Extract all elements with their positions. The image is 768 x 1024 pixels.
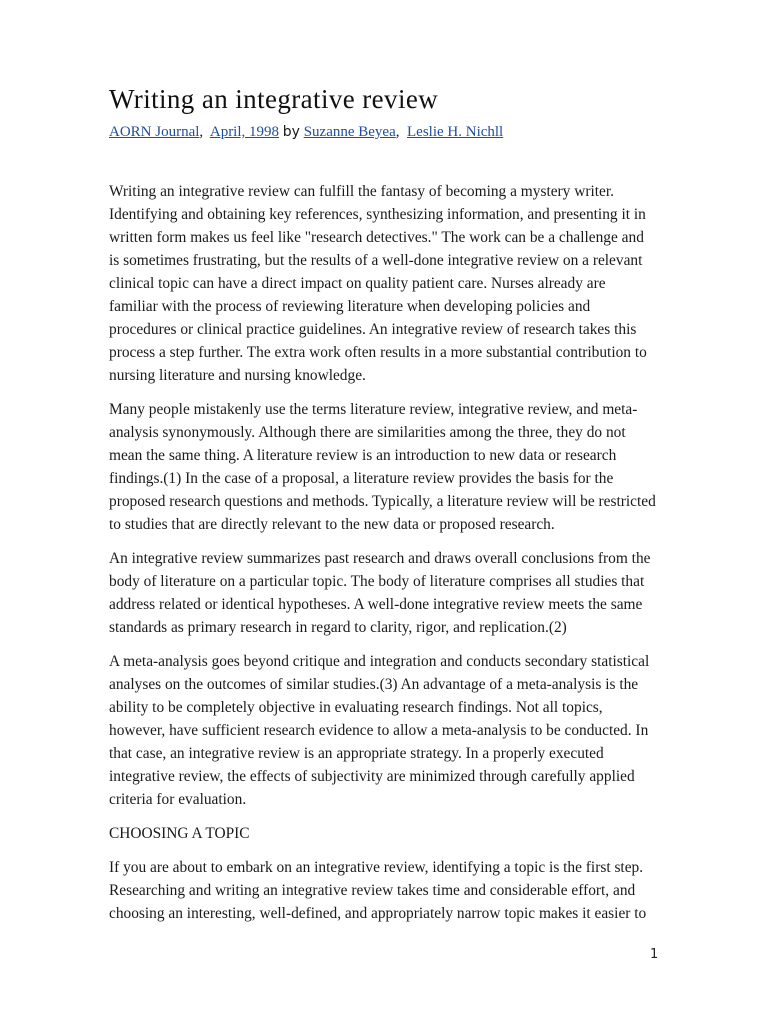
article-body bbox=[109, 180, 657, 936]
journal-link[interactable]: AORN Journal bbox=[109, 124, 200, 140]
page-number: 1 bbox=[650, 947, 659, 962]
author-link-1[interactable]: Suzanne Beyea bbox=[303, 124, 396, 140]
article-title: Writing an integrative review bbox=[109, 84, 439, 114]
byline-separator: , bbox=[199, 124, 207, 140]
byline-separator: , bbox=[395, 124, 404, 140]
paragraph-2: Many people mistakenly use the terms literature review, integrative review, and meta-analysis synonymously. Although there are similarities among the three, they do not mean the same thing. A literature review is an introduction to new data or research findings.(1) In the case of a proposal, a literature review provides the basis for the proposed research questions and methods. Typically, a literature review will be restricted to studies that are directly relevant to the new data or proposed research. bbox=[109, 401, 656, 533]
paragraph-4: A meta-analysis goes beyond critique and integration and conducts secondary statistical analyses on the outcomes of similar studies.(3) An advantage of a meta-analysis is the ability to be completely objective in evaluating research findings. Not all topics, however, have sufficient research evidence to allow a meta-analysis to be conducted. In that case, an integrative review is an appropriate strategy. In a properly executed integrative review, the effects of subjectivity are minimized through carefully applied criteria for evaluation. bbox=[109, 653, 650, 808]
paragraph-5: If you are about to embark on an integrative review, identifying a topic is the first step. Researching and writing an integrative review takes time and considerable effort, and choosing an interesting, well-defined, and appropriately narrow topic makes it easier to bbox=[109, 859, 647, 922]
section-heading: CHOOSING A TOPIC bbox=[109, 825, 250, 842]
byline-by: by bbox=[282, 124, 300, 140]
paragraph-3: An integrative review summarizes past research and draws overall conclusions from the body of literature on a particular topic. The body of literature comprises all studies that address related or identical hypotheses. A well-done integrative review meets the same standards as primary research in regard to clarity, rigor, and replication.(2) bbox=[109, 550, 651, 636]
paragraph-1: Writing an integrative review can fulfill the fantasy of becoming a mystery writer. Identifying and obtaining key references, synthesizing information, and presenting it in written form makes us feel like "research detectives." The work can be a challenge and is sometimes frustrating, but the results of a well-done integrative review on a relevant clinical topic can have a direct impact on quality patient care. Nurses already are familiar with the process of reviewing literature when developing policies and procedures or clinical practice guidelines. An integrative review of research takes this process a step further. The extra work often results in a more substantial contribution to nursing literature and nursing knowledge. bbox=[109, 183, 647, 384]
byline bbox=[109, 124, 503, 141]
author-link-2[interactable]: Leslie H. Nichll bbox=[407, 124, 504, 140]
date-link[interactable]: April, 1998 bbox=[209, 124, 280, 140]
